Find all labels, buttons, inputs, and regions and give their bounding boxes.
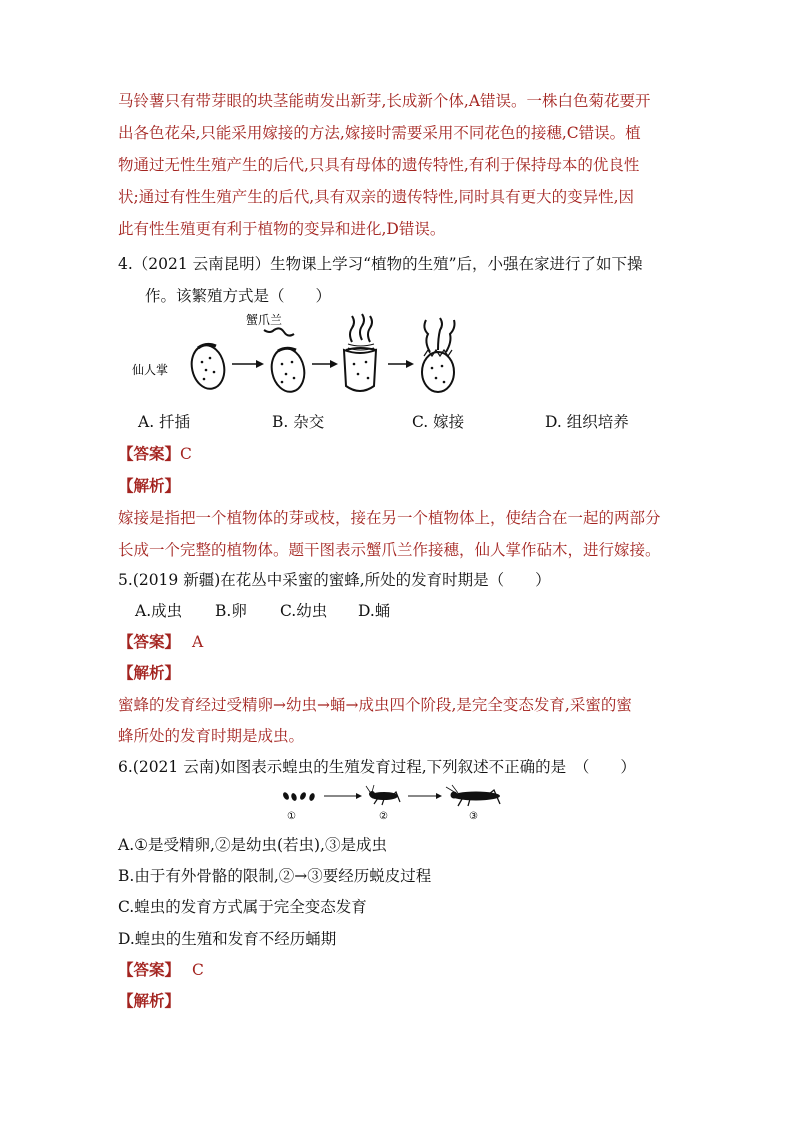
q4-analysis-line-2: 长成一个完整的植物体。题干图表示蟹爪兰作接穗，仙人掌作砧木，进行嫁接。: [118, 541, 661, 559]
crab-cactus-twig-icon: [264, 328, 294, 335]
q4-stem-line2: 作。该繁殖方式是（ ）: [145, 287, 332, 305]
q6-option-d: D.蝗虫的生殖和发育不经历蛹期: [118, 930, 337, 948]
q5-option-c: C.幼虫: [280, 602, 328, 620]
q5-analysis-tag: [118, 662, 180, 684]
cactus-label: 仙人掌: [132, 363, 169, 377]
explanation-line-5: 此有性生殖更有利于植物的变异和进化,D错误。: [118, 220, 446, 238]
q5-analysis-line-2: 蜂所处的发育时期是成虫。: [118, 727, 305, 745]
q4-option-a: A. 扦插: [138, 413, 191, 431]
q6-answer: [118, 959, 204, 981]
explanation-line-2: 出各色花朵,只能采用嫁接的方法,嫁接时需要采用不同花色的接穗,C错误。植: [118, 124, 641, 142]
crab-cactus-label: 蟹爪兰: [246, 313, 283, 327]
q5-answer-value: A: [192, 633, 204, 651]
q6-option-b: B.由于有外骨骼的限制,②→③要经历蜕皮过程: [118, 867, 432, 885]
q4-analysis-label: 【解析】: [118, 476, 181, 495]
q5-analysis-line-1: 蜜蜂的发育经过受精卵→幼虫→蛹→成虫四个阶段,是完全变态发育,采蜜的蜜: [118, 696, 632, 714]
locust-nymph-icon: [366, 785, 400, 805]
q5-stem: 5.(2019 新疆)在花丛中采蜜的蜜蜂,所处的发育时期是（ ）: [118, 571, 551, 589]
arrow-icon: [232, 360, 264, 368]
cactus-cut-icon: [268, 345, 308, 395]
q6-answer-value: C: [192, 961, 204, 979]
q6-option-c: C.蝗虫的发育方式属于完全变态发育: [118, 898, 367, 916]
q6-analysis-tag: [118, 990, 180, 1012]
q4-option-c: C. 嫁接: [412, 413, 465, 431]
q4-option-b: B. 杂交: [272, 413, 325, 431]
arrow-icon: [312, 360, 338, 368]
q6-answer-tag: 【答案】: [118, 960, 181, 979]
q4-analysis-line-1: 嫁接是指把一个植物体的芽或枝，接在另一个植物体上，使结合在一起的两部分: [118, 509, 661, 527]
q4-answer-value: C: [180, 445, 192, 463]
label-stage-1: ①: [287, 811, 296, 822]
arrow-icon: [388, 360, 414, 368]
grafted-cactus-icon: [344, 314, 376, 391]
q4-answer: [118, 443, 192, 465]
locust-figure: [280, 784, 520, 822]
explanation-line-4: 状;通过有性生殖产生的后代,具有双亲的遗传特性,同时具有更大的变异性,因: [118, 188, 635, 206]
arrow-icon: [324, 793, 362, 799]
q6-stem: 6.(2021 云南)如图表示蝗虫的生殖发育过程,下列叙述不正确的是 （ ）: [118, 758, 636, 776]
q6-option-a: A.①是受精卵,②是幼虫(若虫),③是成虫: [118, 836, 387, 854]
q4-answer-tag: 【答案】: [118, 444, 181, 463]
grafting-figure: [130, 312, 470, 402]
cactus-icon: [188, 342, 228, 392]
q5-option-d: D.蛹: [358, 602, 391, 620]
q4-option-d: D. 组织培养: [545, 413, 629, 431]
locust-eggs-icon: [282, 791, 316, 801]
arrow-icon: [408, 793, 442, 799]
q5-option-b: B.卵: [215, 602, 247, 620]
explanation-line-1: 马铃薯只有带芽眼的块茎能萌发出新芽,长成新个体,A错误。一株白色菊花要开: [118, 92, 651, 110]
q5-analysis-label: 【解析】: [118, 663, 181, 682]
q4-stem-line1: 4.（2021 云南昆明）生物课上学习“植物的生殖”后，小强在家进行了如下操: [118, 255, 643, 273]
locust-adult-icon: [446, 785, 500, 806]
q4-analysis-tag: [118, 475, 180, 497]
q5-option-a: A.成虫: [135, 602, 183, 620]
explanation-line-3: 物通过无性生殖产生的后代,只具有母体的遗传特性,有利于保持母本的优良性: [118, 156, 640, 174]
label-stage-2: ②: [379, 811, 388, 822]
label-stage-3: ③: [469, 811, 478, 822]
grown-grafted-cactus-icon: [422, 318, 455, 392]
q5-answer: [118, 631, 203, 653]
q6-analysis-label: 【解析】: [118, 991, 181, 1010]
q5-answer-tag: 【答案】: [118, 632, 181, 651]
